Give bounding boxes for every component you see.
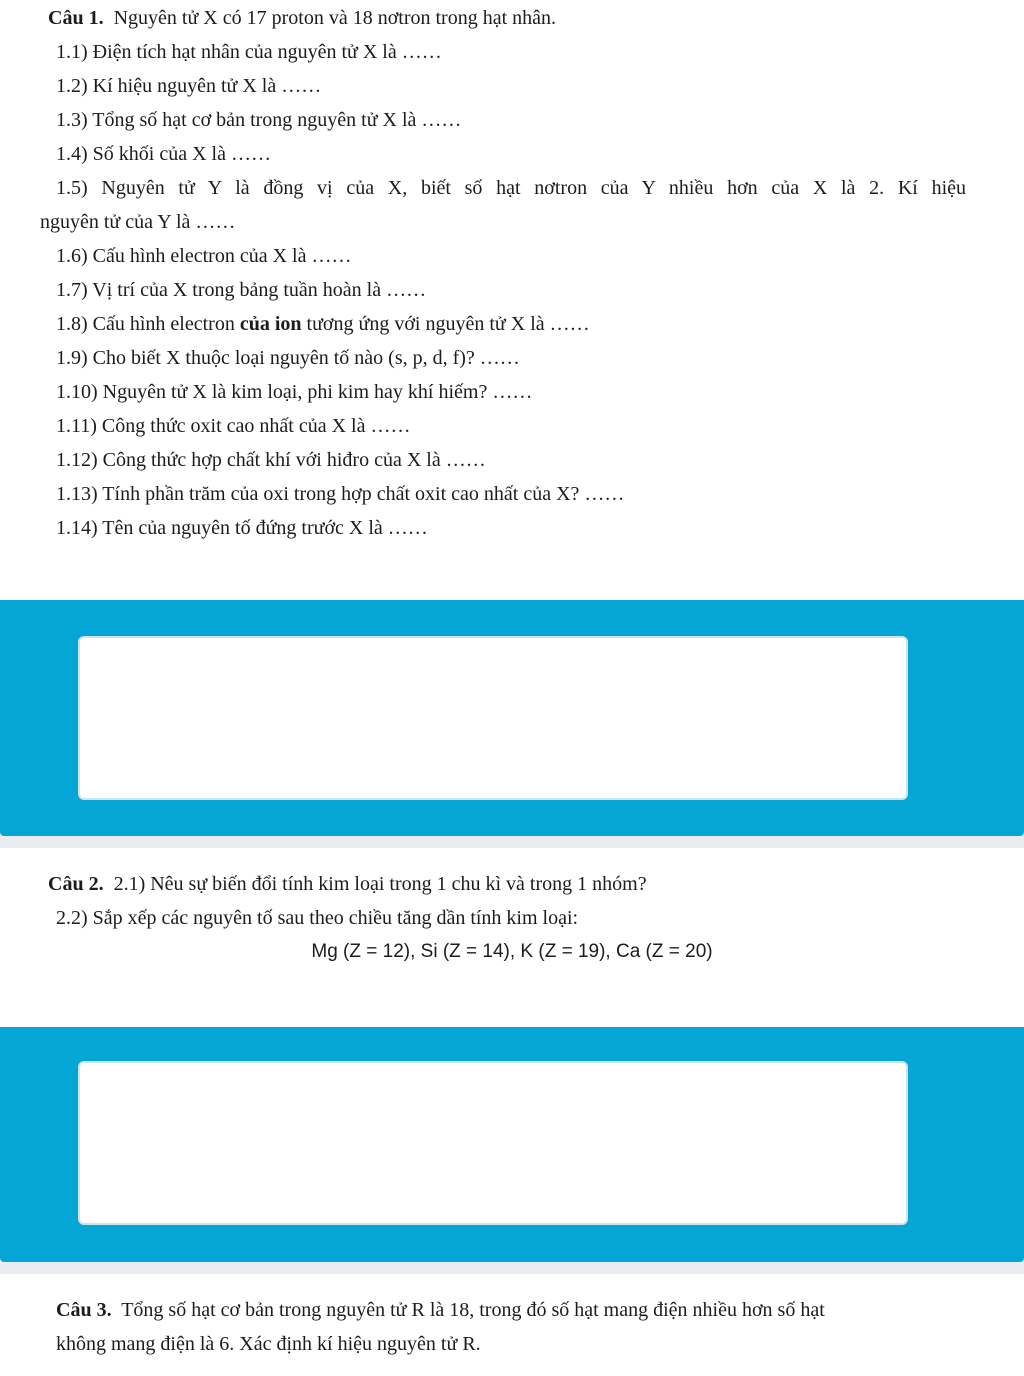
question-3-text-1: Tổng số hạt cơ bản trong nguyên tử R là 18, trong đó số hạt mang điện nhiều hơn số hạt — [121, 1299, 825, 1321]
element-list-formula — [0, 937, 1024, 966]
answer-panel-1 — [0, 600, 1024, 836]
question-1-stem: Nguyên tử X có 17 proton và 18 nơtron trong hạt nhân. — [113, 7, 557, 29]
item-1-8-emphasis: của ion — [239, 313, 302, 335]
item-1-13: 1.13) Tính phần trăm của oxi trong hợp chất oxit cao nhất của X? …… — [56, 483, 625, 505]
question-3-line-1 — [56, 1296, 825, 1324]
question-3-label: Câu 3. — [56, 1299, 112, 1321]
question-2-part-2: 2.2) Sắp xếp các nguyên tố sau theo chiều tăng dần tính kim loại: — [56, 907, 579, 929]
item-1-1: 1.1) Điện tích hạt nhân của nguyên tử X là …… — [56, 41, 442, 63]
question-1-label: Câu 1. — [48, 7, 104, 29]
item-1-6: 1.6) Cấu hình electron của X là …… — [56, 245, 352, 267]
item-1-11: 1.11) Công thức oxit cao nhất của X là …… — [56, 415, 411, 437]
section-divider-1 — [0, 836, 1024, 848]
question-1-header — [48, 4, 556, 32]
question-2-header — [48, 870, 647, 898]
answer-input-1[interactable] — [78, 636, 908, 800]
item-1-8 — [56, 310, 590, 338]
question-3-line-2: không mang điện là 6. Xác định kí hiệu nguyên tử R. — [56, 1333, 481, 1355]
section-divider-2 — [0, 1262, 1024, 1274]
item-1-8-start: 1.8) Cấu hình electron — [56, 313, 235, 335]
item-1-10: 1.10) Nguyên tử X là kim loại, phi kim hay khí hiếm? …… — [56, 381, 533, 403]
question-2-label: Câu 2. — [48, 873, 104, 895]
item-1-12: 1.12) Công thức hợp chất khí với hiđro của X là …… — [56, 449, 486, 471]
item-1-9: 1.9) Cho biết X thuộc loại nguyên tố nào (s, p, d, f)? …… — [56, 347, 520, 369]
item-1-8-end: tương ứng với nguyên tử X là …… — [306, 313, 590, 335]
question-1-card — [0, 0, 1024, 600]
item-1-7: 1.7) Vị trí của X trong bảng tuần hoàn là …… — [56, 279, 427, 301]
element-list-text: Mg (Z = 12), Si (Z = 14), K (Z = 19), Ca (Z = 20) — [311, 941, 713, 962]
answer-panel-2 — [0, 1027, 1024, 1262]
answer-input-2[interactable] — [78, 1061, 908, 1225]
item-1-3: 1.3) Tổng số hạt cơ bản trong nguyên tử X là …… — [56, 109, 462, 131]
item-1-5-continued: nguyên tử của Y là …… — [40, 211, 236, 233]
question-2-card — [0, 848, 1022, 1027]
item-1-5: 1.5) Nguyên tử Y là đồng vị của X, biết số hạt nơtron của Y nhiều hơn của X là 2. Kí hiệu — [56, 177, 966, 199]
item-1-14: 1.14) Tên của nguyên tố đứng trước X là …… — [56, 517, 428, 539]
question-3-card — [0, 1274, 1022, 1376]
question-2-part-1: 2.1) Nêu sự biến đổi tính kim loại trong 1 chu kì và trong 1 nhóm? — [113, 873, 647, 895]
item-1-2: 1.2) Kí hiệu nguyên tử X là …… — [56, 75, 322, 97]
item-1-4: 1.4) Số khối của X là …… — [56, 143, 271, 165]
